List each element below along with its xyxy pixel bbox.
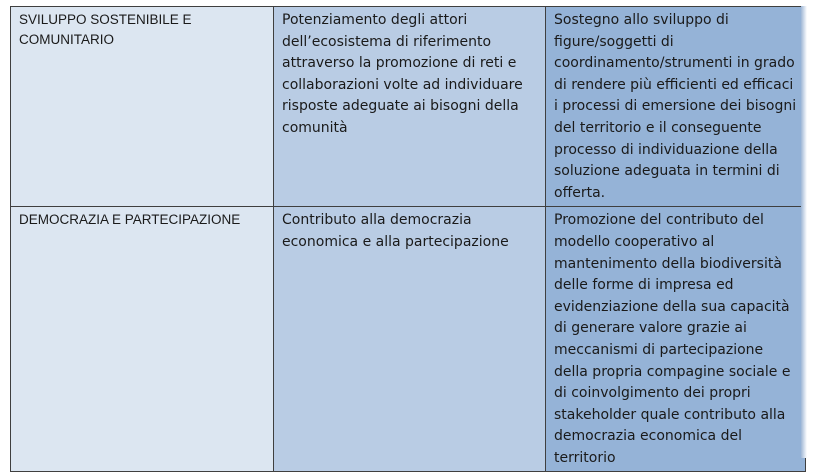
table-row: [11, 7, 806, 207]
action-cell: Promozione del contributo del modello cooperativo al mantenimento della biodiversità delle forme di impresa ed evidenziazione della sua capacità di generare valore grazie ai meccanismi di partecipazione della propria compagine sociale e di coinvolgimento dei propri stakeholder quale contributo alla democrazia economica del territorio: [546, 207, 806, 472]
area-cell: SVILUPPO SOSTENIBILE E COMUNITARIO: [11, 7, 274, 207]
table-row: [11, 207, 806, 472]
objective-cell: Contributo alla democrazia economica e alla partecipazione: [274, 207, 546, 472]
objectives-table: [10, 6, 806, 472]
area-cell: DEMOCRAZIA E PARTECIPAZIONE: [11, 207, 274, 472]
objective-cell: Potenziamento degli attori dell’ecosistema di riferimento attraverso la promozione di reti e collaborazioni volte ad individuare risposte adeguate ai bisogni della comunità: [274, 7, 546, 207]
action-cell: Sostegno allo sviluppo di figure/soggetti di coordinamento/strumenti in grado di rendere più efficienti ed efficaci i processi di emersione dei bisogni del territorio e il conseguente processo di individuazione della soluzione adeguata in termini di offerta.: [546, 7, 806, 207]
table-edge-shadow: [801, 6, 807, 458]
